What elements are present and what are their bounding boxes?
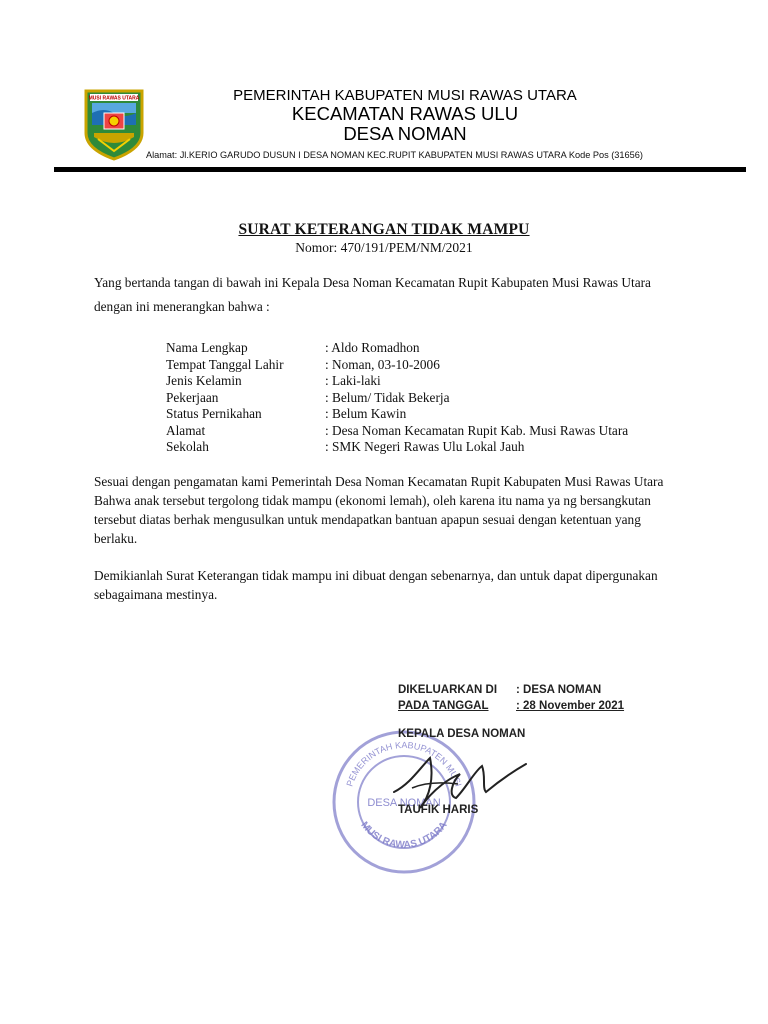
field-row	[166, 340, 628, 357]
field-row	[166, 423, 628, 440]
svg-text:MUSI RAWAS UTARA	[358, 820, 449, 851]
stamp-center-text: DESA NOMAN	[367, 797, 441, 809]
field-row	[166, 357, 628, 374]
intro-paragraph: Yang bertanda tangan di bawah ini Kepala Desa Noman Kecamatan Rupit Kabupaten Musi Rawas Utara dengan ini menerangkan bahwa :	[94, 275, 651, 314]
date-value: : 28 November 2021	[516, 700, 625, 712]
field-label: Sekolah	[166, 439, 209, 454]
field-label: Jenis Kelamin	[166, 373, 242, 388]
field-value: : Laki-laki	[325, 373, 381, 388]
identity-fields	[166, 340, 628, 456]
letterhead	[150, 88, 660, 144]
field-value: : Belum/ Tidak Bekerja	[325, 389, 450, 405]
issued-value: : DESA NOMAN	[516, 684, 602, 696]
letterhead-address: Alamat: Jl.KERIO GARUDO DUSUN I DESA NOMAN KEC.RUPIT KABUPATEN MUSI RAWAS UTARA Kode Pos (31656)	[146, 150, 643, 160]
logo-label: MUSI RAWAS UTARA	[88, 95, 140, 102]
letterhead-district: KECAMATAN RAWAS ULU	[291, 103, 519, 124]
closing-paragraph: Demikianlah Surat Keterangan tidak mampu ini dibuat dengan sebenarnya, dan untuk dapat dipergunakan sebagaimana mestinya.	[94, 568, 658, 602]
stamp-top-text: PEMERINTAH KABUPATEN MUSI	[344, 739, 464, 788]
field-label: Alamat	[166, 422, 206, 438]
body-paragraph: Sesuai dengan pengamatan kami Pemerintah Desa Noman Kecamatan Rupit Kabupaten Musi Rawas Utara Bahwa anak tersebut tergolong tidak mampu (ekonomi lemah), oleh karena itu nama ya ng bersangkutan tersebut diatas berhak mengusulkan untuk mendapatkan bantuan apapun sesuai dengan ketentuan yang berlaku.	[94, 474, 664, 546]
field-value: : Belum Kawin	[325, 406, 407, 421]
stamp-bottom-text: MUSI RAWAS UTARA	[358, 819, 450, 851]
document-number: Nomor: 470/191/PEM/NM/2021	[295, 240, 473, 255]
document-title: SURAT KETERANGAN TIDAK MAMPU	[238, 221, 530, 238]
field-row	[166, 406, 628, 423]
field-label: Pekerjaan	[166, 389, 219, 405]
date-label: PADA TANGGAL	[398, 700, 489, 712]
field-label: Nama Lengkap	[166, 340, 248, 355]
field-label: Status Pernikahan	[166, 406, 262, 421]
field-value: : Desa Noman Kecamatan Rupit Kab. Musi Rawas Utara	[325, 422, 629, 438]
signer-name: TAUFIK HARIS	[398, 804, 479, 816]
field-row	[166, 373, 628, 390]
field-row	[166, 439, 628, 456]
letterhead-divider	[54, 167, 746, 172]
field-value: : Aldo Romadhon	[325, 340, 420, 355]
regency-logo	[84, 89, 144, 161]
field-value: : Noman, 03-10-2006	[325, 356, 440, 372]
letterhead-village: DESA NOMAN	[343, 123, 467, 144]
field-row	[166, 390, 628, 407]
signer-position: KEPALA DESA NOMAN	[398, 728, 526, 740]
field-label: Tempat Tanggal Lahir	[166, 356, 284, 372]
handwritten-signature	[390, 748, 530, 818]
letterhead-government: PEMERINTAH KABUPATEN MUSI RAWAS UTARA	[233, 87, 577, 104]
issued-label: DIKELUARKAN DI	[398, 684, 498, 696]
field-value: : SMK Negeri Rawas Ulu Lokal Jauh	[325, 439, 525, 454]
